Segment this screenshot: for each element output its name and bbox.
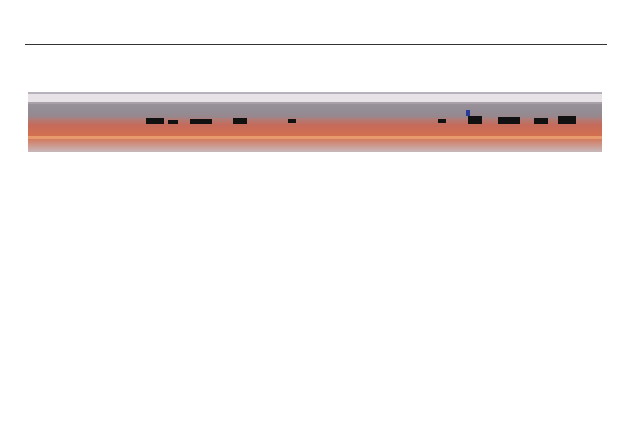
timeline-ruler (28, 150, 602, 170)
photo-finish-start (0, 78, 619, 88)
header-divider (25, 44, 607, 45)
photo-finish-image (28, 92, 602, 152)
